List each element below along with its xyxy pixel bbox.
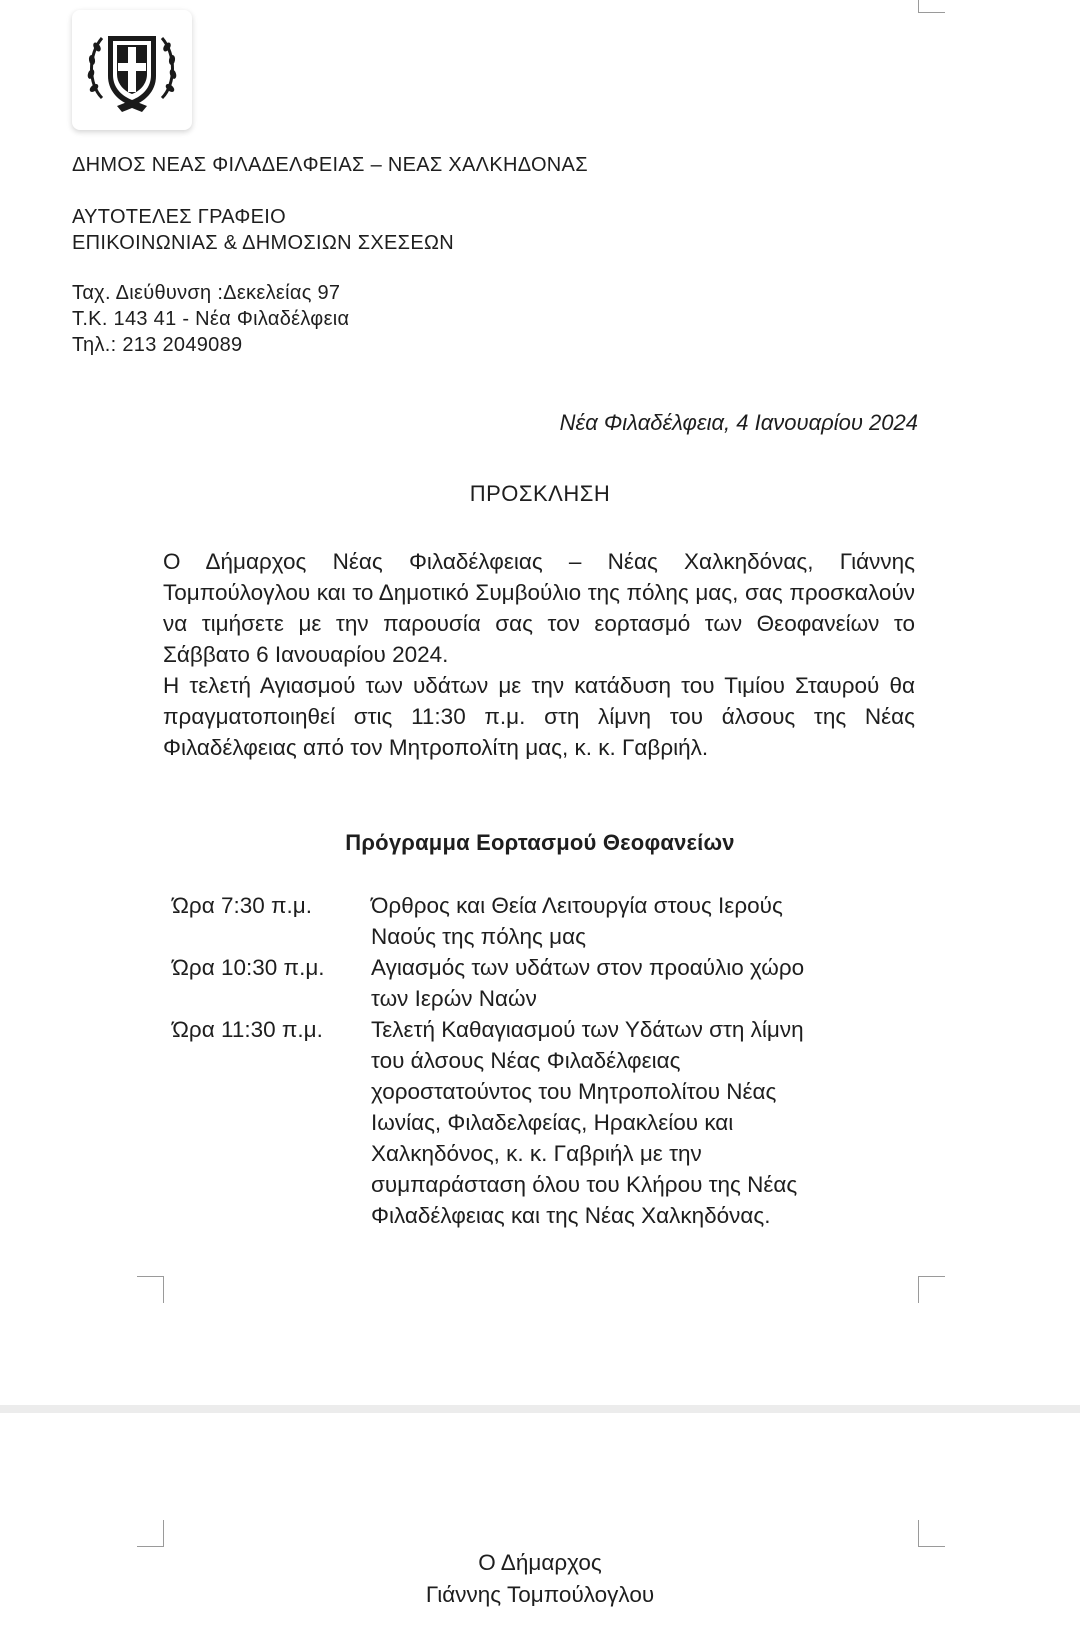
office-line-1: ΑΥΤΟΤΕΛΕΣ ΓΡΑΦΕΙΟ [72,206,286,228]
schedule-description: Όρθρος και Θεία Λειτουργία στους Ιερούς Ναούς της πόλης μας [371,893,783,949]
office-line-2: ΕΠΙΚΟΙΝΩΝΙΑΣ & ΔΗΜΟΣΙΩΝ ΣΧΕΣΕΩΝ [72,232,454,254]
document-title: ΠΡΟΣΚΛΗΣΗ [469,481,611,506]
schedule-item [172,952,892,1014]
schedule-title: Πρόγραμμα Εορτασμού Θεοφανείων [345,830,735,855]
signature-role: Ο Δήμαρχος [478,1550,602,1575]
body-paragraph: Η τελετή Αγιασμού των υδάτων με την κατάδυση του Τιμίου Σταυρού θα πραγματοποιηθεί στις 11:30 π.μ. στη λίμνη του άλσους της Νέας Φιλαδέλφειας από τον Μητροπολίτη μας, κ. κ. Γαβριήλ. [163,673,915,760]
signature-block [0,1547,1080,1611]
crop-mark [918,1520,945,1547]
invitation-body [163,546,915,763]
schedule-time: Ώρα 7:30 π.μ. [172,893,313,918]
crop-mark [137,1276,164,1303]
schedule-time: Ώρα 10:30 π.μ. [172,955,325,980]
schedule-item [172,1014,892,1231]
address-phone: Τηλ.: 213 2049089 [72,334,243,356]
address-street: Ταχ. Διεύθυνση :Δεκελείας 97 [72,282,341,304]
signature-name: Γιάννης Τομπούλογλου [425,1582,655,1607]
crop-mark [137,1520,164,1547]
page-break [0,1405,1080,1413]
body-paragraph: Ο Δήμαρχος Νέας Φιλαδέλφειας – Νέας Χαλκηδόνας, Γιάννης Τομπούλογλου και το Δημοτικό Συμβούλιο της πόλης μας, σας προσκαλούν να τιμήσετε με την παρουσία σας τον εορτασμό των Θεοφανείων το Σάββατο 6 Ιανουαρίου 2024. [163,549,915,667]
office-name [72,204,454,256]
postal-address [72,280,349,358]
address-postcode: Τ.Κ. 143 41 - Νέα Φιλαδέλφεια [72,308,350,330]
schedule-item [172,890,892,952]
greek-coat-of-arms-emblem [72,10,192,130]
crop-mark [918,0,945,13]
schedule-description: Αγιασμός των υδάτων στον προαύλιο χώρο των Ιερών Ναών [371,955,805,1011]
schedule-list [172,890,892,1231]
coat-of-arms-icon [82,18,182,120]
document-date: Νέα Φιλαδέλφεια, 4 Ιανουαρίου 2024 [559,410,918,435]
schedule-time: Ώρα 11:30 π.μ. [172,1017,323,1042]
crop-mark [918,1276,945,1303]
municipality-name: ΔΗΜΟΣ ΝΕΑΣ ΦΙΛΑΔΕΛΦΕΙΑΣ – ΝΕΑΣ ΧΑΛΚΗΔΟΝΑΣ [72,154,588,176]
schedule-description: Τελετή Καθαγιασμού των Υδάτων στη λίμνη του άλσους Νέας Φιλαδέλφειας χοροστατούντος του Μητροπολίτου Νέας Ιωνίας, Φιλαδελφείας, Ηρακλείου και Χαλκηδόνος, κ. κ. Γαβριήλ με την συμπαράσταση όλου του Κλήρου της Νέας Φιλαδέλφειας και της Νέας Χαλκηδόνας. [371,1017,804,1228]
